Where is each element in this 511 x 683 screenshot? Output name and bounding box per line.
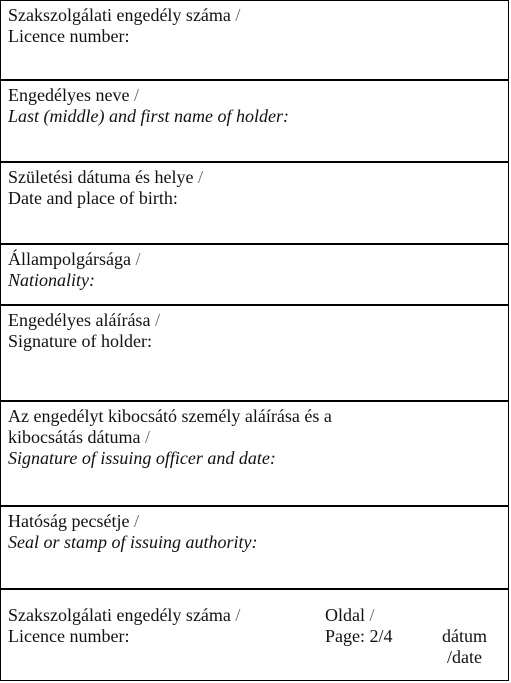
label-en-text: Date and place of birth:	[8, 188, 178, 208]
label-hu-text: Szakszolgálati engedély száma	[8, 5, 231, 25]
label-separator: /	[133, 511, 139, 531]
label-hu-text: Hatóság pecsétje	[8, 511, 130, 531]
label-en-text: Last (middle) and first name of holder:	[8, 106, 289, 126]
label-separator: /	[133, 85, 139, 105]
field-birth-date-place[interactable]	[1, 163, 508, 245]
footer-separator: /	[235, 605, 241, 625]
footer-page-hu: Oldal	[325, 605, 365, 625]
label-hu-line2: kibocsátás dátuma	[8, 427, 141, 447]
label-en-text: Nationality:	[8, 270, 95, 290]
field-label-hu	[8, 310, 508, 331]
field-holder-signature[interactable]	[1, 306, 508, 402]
field-label-hu	[8, 85, 508, 106]
label-en-text: Signature of holder:	[8, 331, 152, 351]
footer-date-hu: dátum	[442, 626, 487, 646]
label-separator: /	[154, 310, 160, 330]
label-hu-text: Születési dátuma és helye	[8, 167, 194, 187]
footer-page-number: Page: 2/4	[325, 626, 393, 646]
label-hu-text: Engedélyes aláírása	[8, 310, 151, 330]
field-label-hu	[8, 249, 508, 270]
footer-date	[442, 626, 487, 668]
field-label-hu	[8, 427, 508, 448]
label-hu-text: Engedélyes neve	[8, 85, 130, 105]
label-separator: /	[197, 167, 203, 187]
footer-en-label: Licence number:	[8, 626, 130, 646]
field-label-hu	[8, 167, 508, 188]
footer-licence-number	[8, 605, 240, 647]
form-footer	[1, 590, 508, 680]
footer-page-separator: /	[369, 605, 375, 625]
label-hu-text: Állampolgársága	[8, 249, 131, 269]
field-nationality[interactable]	[1, 245, 508, 306]
label-separator: /	[135, 249, 141, 269]
label-en-text: Seal or stamp of issuing authority:	[8, 532, 258, 552]
field-licence-number[interactable]	[1, 1, 508, 81]
label-en-text: Signature of issuing officer and date:	[8, 448, 276, 468]
field-label-hu	[8, 5, 508, 26]
field-issuing-officer-signature[interactable]	[1, 402, 508, 507]
label-en-text: Licence number:	[8, 26, 130, 46]
field-label-hu	[8, 511, 508, 532]
field-authority-seal[interactable]	[1, 507, 508, 590]
field-holder-name[interactable]	[1, 81, 508, 163]
label-hu-line1: Az engedélyt kibocsátó személy aláírása és a	[8, 406, 332, 426]
footer-date-en: /date	[447, 647, 482, 667]
label-separator: /	[144, 427, 150, 447]
label-separator: /	[235, 5, 241, 25]
footer-page-info	[325, 605, 393, 647]
footer-hu-label: Szakszolgálati engedély száma	[8, 605, 231, 625]
